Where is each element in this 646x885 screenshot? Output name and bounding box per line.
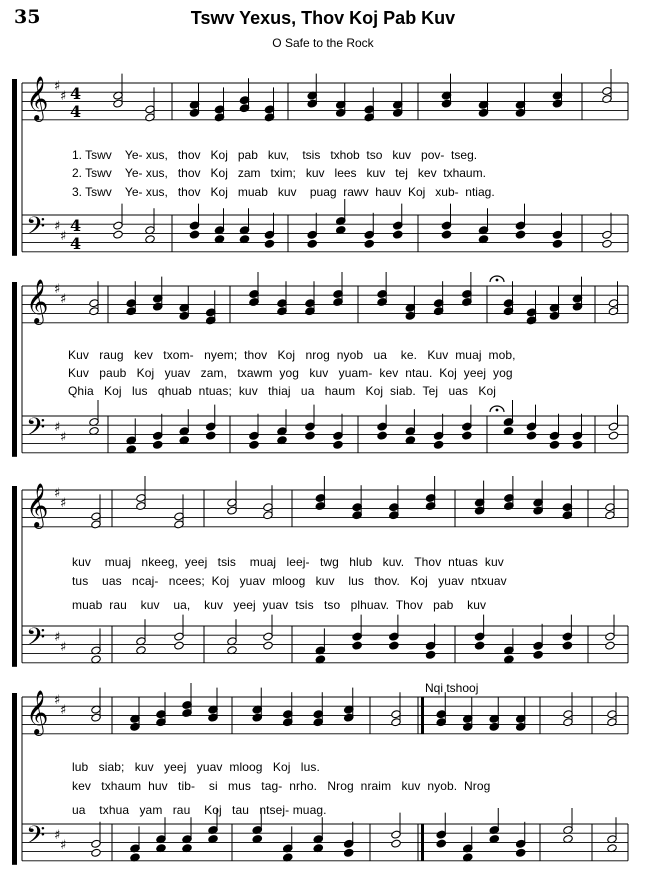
bass-note [113,230,123,239]
sharp-icon: ♯ [60,838,67,853]
sharp-icon: ♯ [54,486,61,501]
bass-note [249,440,259,449]
sharp-icon: ♯ [60,89,67,104]
hymn-title: Tswv Yexus, Thov Koj Pab Kuv [190,8,456,28]
bass-clef-icon: 𝄢 [26,212,46,247]
system-4-lyric-verse-3: ua txhua yam rau Koj tau ntsej- muag. [72,803,327,817]
sharp-icon: ♯ [60,430,67,445]
bass-note [91,848,101,857]
system-2-lyric-verse-3: Qhia Koj lus qhuab ntuas; kuv thiaj ua haum Koj siab. Tej uas Koj [68,384,497,398]
time-signature-top: 4 [70,216,82,235]
bass-note [333,440,343,449]
bass-note [307,239,317,248]
bass-note [552,239,562,248]
coda-label: Nqi tshooj [425,681,479,695]
coda-barline [421,697,424,734]
sharp-icon: ♯ [60,496,67,511]
time-signature-top: 4 [70,84,82,103]
bass-note [516,848,526,857]
bass-note [305,431,315,440]
treble-clef-icon: 𝄞 [26,690,49,734]
bass-note [515,230,525,239]
bass-note [393,230,403,239]
sharp-icon: ♯ [54,420,61,435]
sharp-icon: ♯ [54,219,61,234]
time-signature-bottom: 4 [70,234,82,253]
sharp-icon: ♯ [60,640,67,655]
bass-note [572,440,582,449]
bass-note [174,641,184,650]
bass-note [391,839,401,848]
system-1-lyric-verse-2: 2. Tswv Ye- xus, thov Koj zam txim; kuv lees kuv tej kev txhaum. [72,166,486,180]
bass-note [206,431,216,440]
bass-note [153,440,163,449]
hymn-subtitle: O Safe to the Rock [272,36,374,50]
system-bracket [12,693,17,865]
bass-note [526,431,536,440]
bass-note [377,431,387,440]
sharp-icon: ♯ [54,693,61,708]
hymn-number: 35 [14,6,41,28]
system-1-lyric-verse-3: 3. Tswv Ye- xus, thov Koj muab kuv puag rawv hauv Koj xub- ntiag. [72,185,495,199]
bass-note [433,440,443,449]
system-2-lyric-verse-2: Kuv paub Koj yuav zam, txawm yog kuv yuam- kev ntau. Koj yeej yog [68,366,513,380]
bass-note [352,641,362,650]
sharp-icon: ♯ [54,630,61,645]
system-4-lyric-verse-1: lub siab; kuv yeej yuav mloog Koj lus. [72,760,320,774]
bass-note [344,848,354,857]
sharp-icon: ♯ [60,703,67,718]
fermata-dot [496,409,499,412]
system-3-lyric-verse-3: muab rau kuv ua, kuv yeej yuav tsis tso plhuav. Thov pab kuv [72,598,487,612]
bass-note [474,641,484,650]
bass-note [605,641,615,650]
bass-note [441,230,451,239]
bass-note [608,431,618,440]
fermata-dot [496,279,499,282]
system-bracket [12,79,17,256]
sharp-icon: ♯ [54,79,61,94]
bass-note [533,650,543,659]
sharp-icon: ♯ [54,282,61,297]
bass-note [389,641,399,650]
sharp-icon: ♯ [60,292,67,307]
system-3-lyric-verse-2: tus uas ncaj- ncees; Koj yuav mloog kuv lus thov. Koj yuav ntxuav [72,574,507,588]
bass-clef-icon: 𝄢 [26,821,46,856]
bass-note [189,230,199,239]
sharp-icon: ♯ [54,828,61,843]
system-1-lyric-verse-1: 1. Tswv Ye- xus, thov Koj pab kuv, tsis txhob tso kuv pov- tseg. [72,148,478,162]
system-4-lyric-verse-2: kev txhaum huv tib- si mus tag- nrho. Nrog nraim kuv nyob. Nrog [72,779,491,793]
treble-clef-icon: 𝄞 [26,76,49,120]
treble-clef-icon: 𝄞 [26,483,49,527]
bass-note [549,440,559,449]
sharp-icon: ♯ [60,229,67,244]
bass-note [462,431,472,440]
time-signature-bottom: 4 [70,102,82,121]
coda-barline [421,824,424,861]
system-bracket [12,486,17,667]
bass-note [425,650,435,659]
system-2-lyric-verse-1: Kuv raug kev txom- nyem; thov Koj nrog nyob ua ke. Kuv muaj mob, [68,348,516,362]
bass-note [364,239,374,248]
bass-note [264,239,274,248]
treble-clef-icon: 𝄞 [26,279,49,323]
bass-clef-icon: 𝄢 [26,623,46,658]
system-bracket [12,282,17,457]
bass-note [562,641,572,650]
bass-clef-icon: 𝄢 [26,413,46,448]
bass-note [602,239,612,248]
bass-note [263,641,273,650]
system-3-lyric-verse-1: kuv muaj nkeeg, yeej tsis muaj leej- twg hlub kuv. Thov ntuas kuv [72,555,504,569]
bass-note [436,839,446,848]
